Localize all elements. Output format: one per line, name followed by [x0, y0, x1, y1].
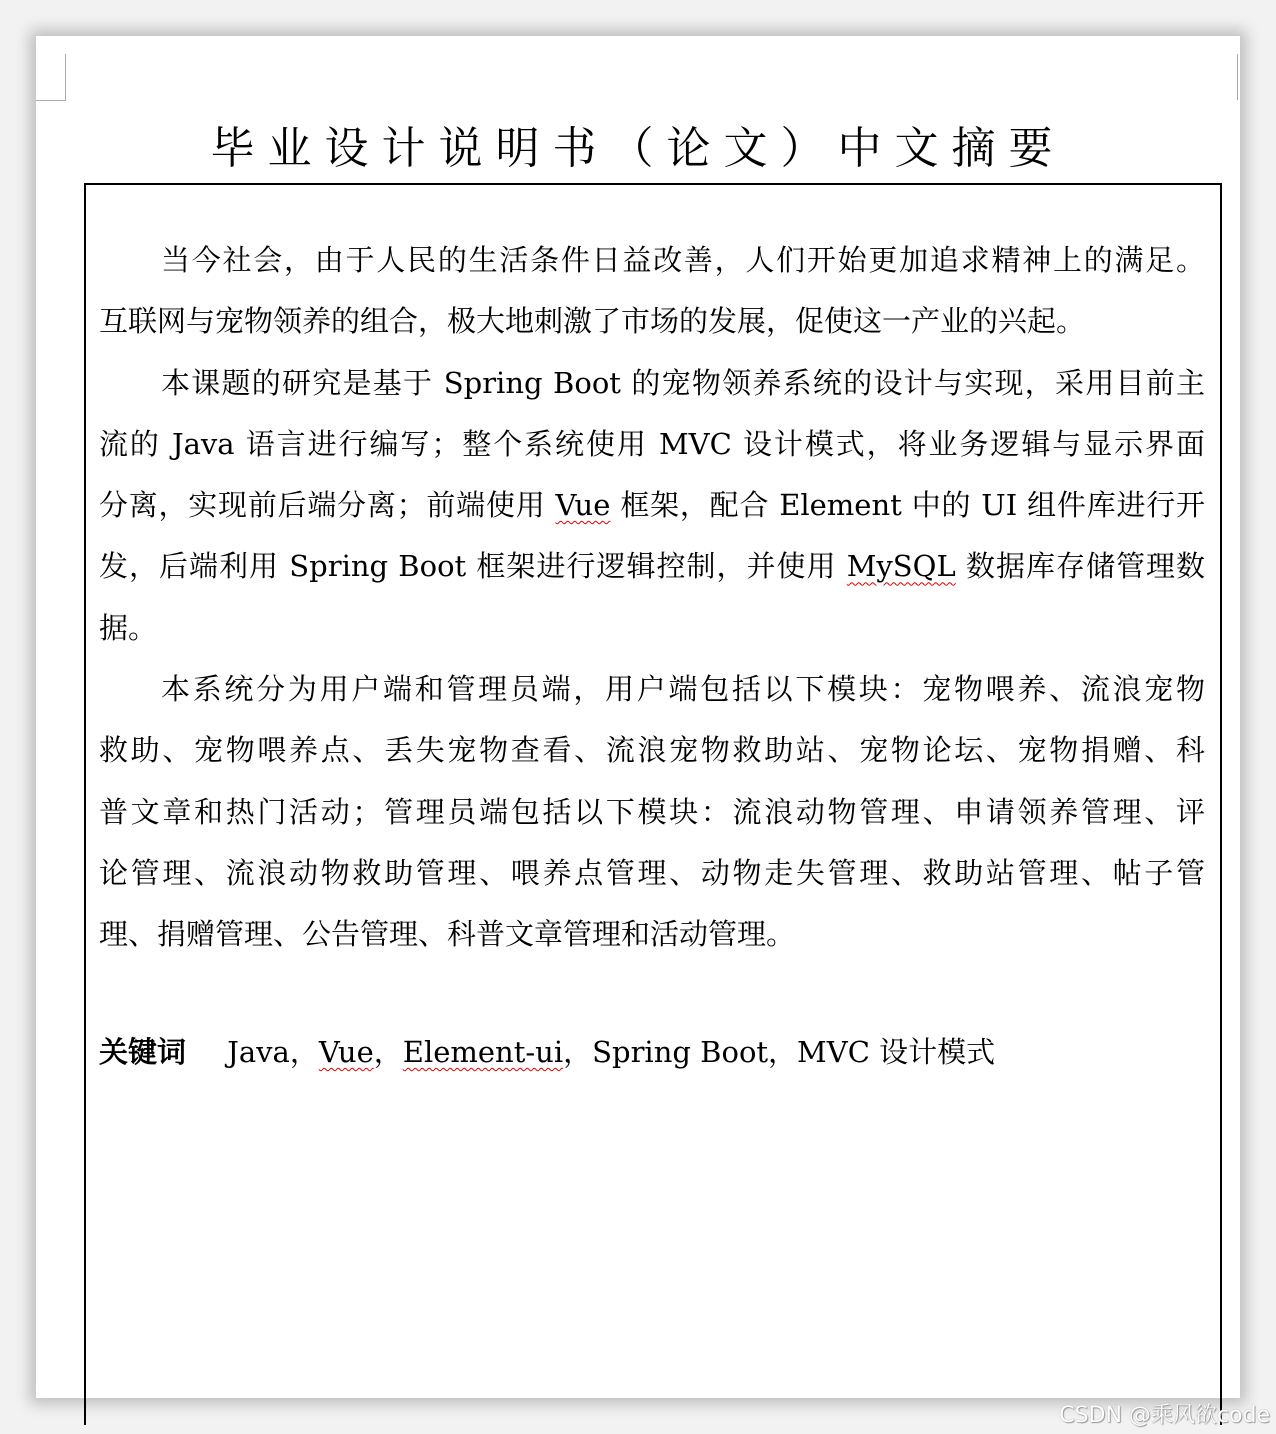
text-line	[99, 353, 1205, 414]
text-run: 论管理、流浪动物救助管理、喂养点管理、动物走失管理、救助站管理、帖子管	[99, 855, 1205, 890]
text-line	[99, 536, 1205, 597]
text-line	[99, 598, 1205, 659]
spellcheck-flagged-word: MySQL	[846, 549, 956, 584]
keywords-line	[99, 1030, 995, 1071]
text-line	[99, 659, 1205, 720]
text-run: 流的 Java 语言进行编写；整个系统使用 MVC 设计模式，将业务逻辑与显示界面	[99, 426, 1205, 461]
text-run: 本课题的研究是基于 Spring Boot 的宠物领养系统的设计与实现，采用目前主	[161, 365, 1205, 400]
text-line	[99, 475, 1205, 536]
text-run: 理、捐赠管理、公告管理、科普文章管理和活动管理。	[99, 917, 796, 952]
text-line	[99, 291, 1205, 352]
text-line	[99, 230, 1205, 291]
spellcheck-flagged-word: Vue	[318, 1035, 374, 1069]
text-run: 分离，实现前后端分离；前端使用	[99, 488, 556, 523]
keyword-text: ，Spring Boot，MVC 设计模式	[563, 1035, 996, 1069]
text-line	[99, 843, 1205, 904]
spellcheck-flagged-word: Element-ui	[402, 1035, 564, 1069]
margin-corner-mark-right	[1237, 54, 1238, 100]
text-run: 普文章和热门活动；管理员端包括以下模块：流浪动物管理、申请领养管理、评	[99, 794, 1205, 829]
abstract-body	[99, 230, 1205, 966]
text-line	[99, 720, 1205, 781]
text-run: 互联网与宠物领养的组合，极大地刺激了市场的发展，促使这一产业的兴起。	[99, 304, 1086, 339]
text-line	[99, 904, 1205, 965]
keywords-label: 关键词	[99, 1035, 187, 1069]
keyword-text: Java，	[227, 1035, 319, 1069]
margin-corner-mark-left	[36, 54, 66, 101]
keyword-text: ，	[373, 1035, 403, 1069]
text-line	[99, 782, 1205, 843]
watermark: CSDN @乘风欲code	[1059, 1403, 1270, 1428]
text-run: 当今社会，由于人民的生活条件日益改善，人们开始更加追求精神上的满足。	[161, 243, 1205, 277]
text-run: 据。	[99, 610, 158, 645]
text-run: 发，后端利用 Spring Boot 框架进行逻辑控制，并使用	[99, 549, 847, 584]
spellcheck-flagged-word: Vue	[555, 488, 611, 523]
text-run: 数据库存储管理数	[955, 549, 1205, 584]
text-run: 救助、宠物喂养点、丢失宠物查看、流浪宠物救助站、宠物论坛、宠物捐赠、科	[99, 733, 1205, 768]
text-run: 本系统分为用户端和管理员端，用户端包括以下模块：宠物喂养、流浪宠物	[161, 672, 1205, 707]
text-run: 框架，配合 Element 中的 UI 组件库进行开	[610, 488, 1205, 523]
text-line	[99, 414, 1205, 475]
page-title: 毕业设计说明书（论文）中文摘要	[210, 123, 1066, 174]
